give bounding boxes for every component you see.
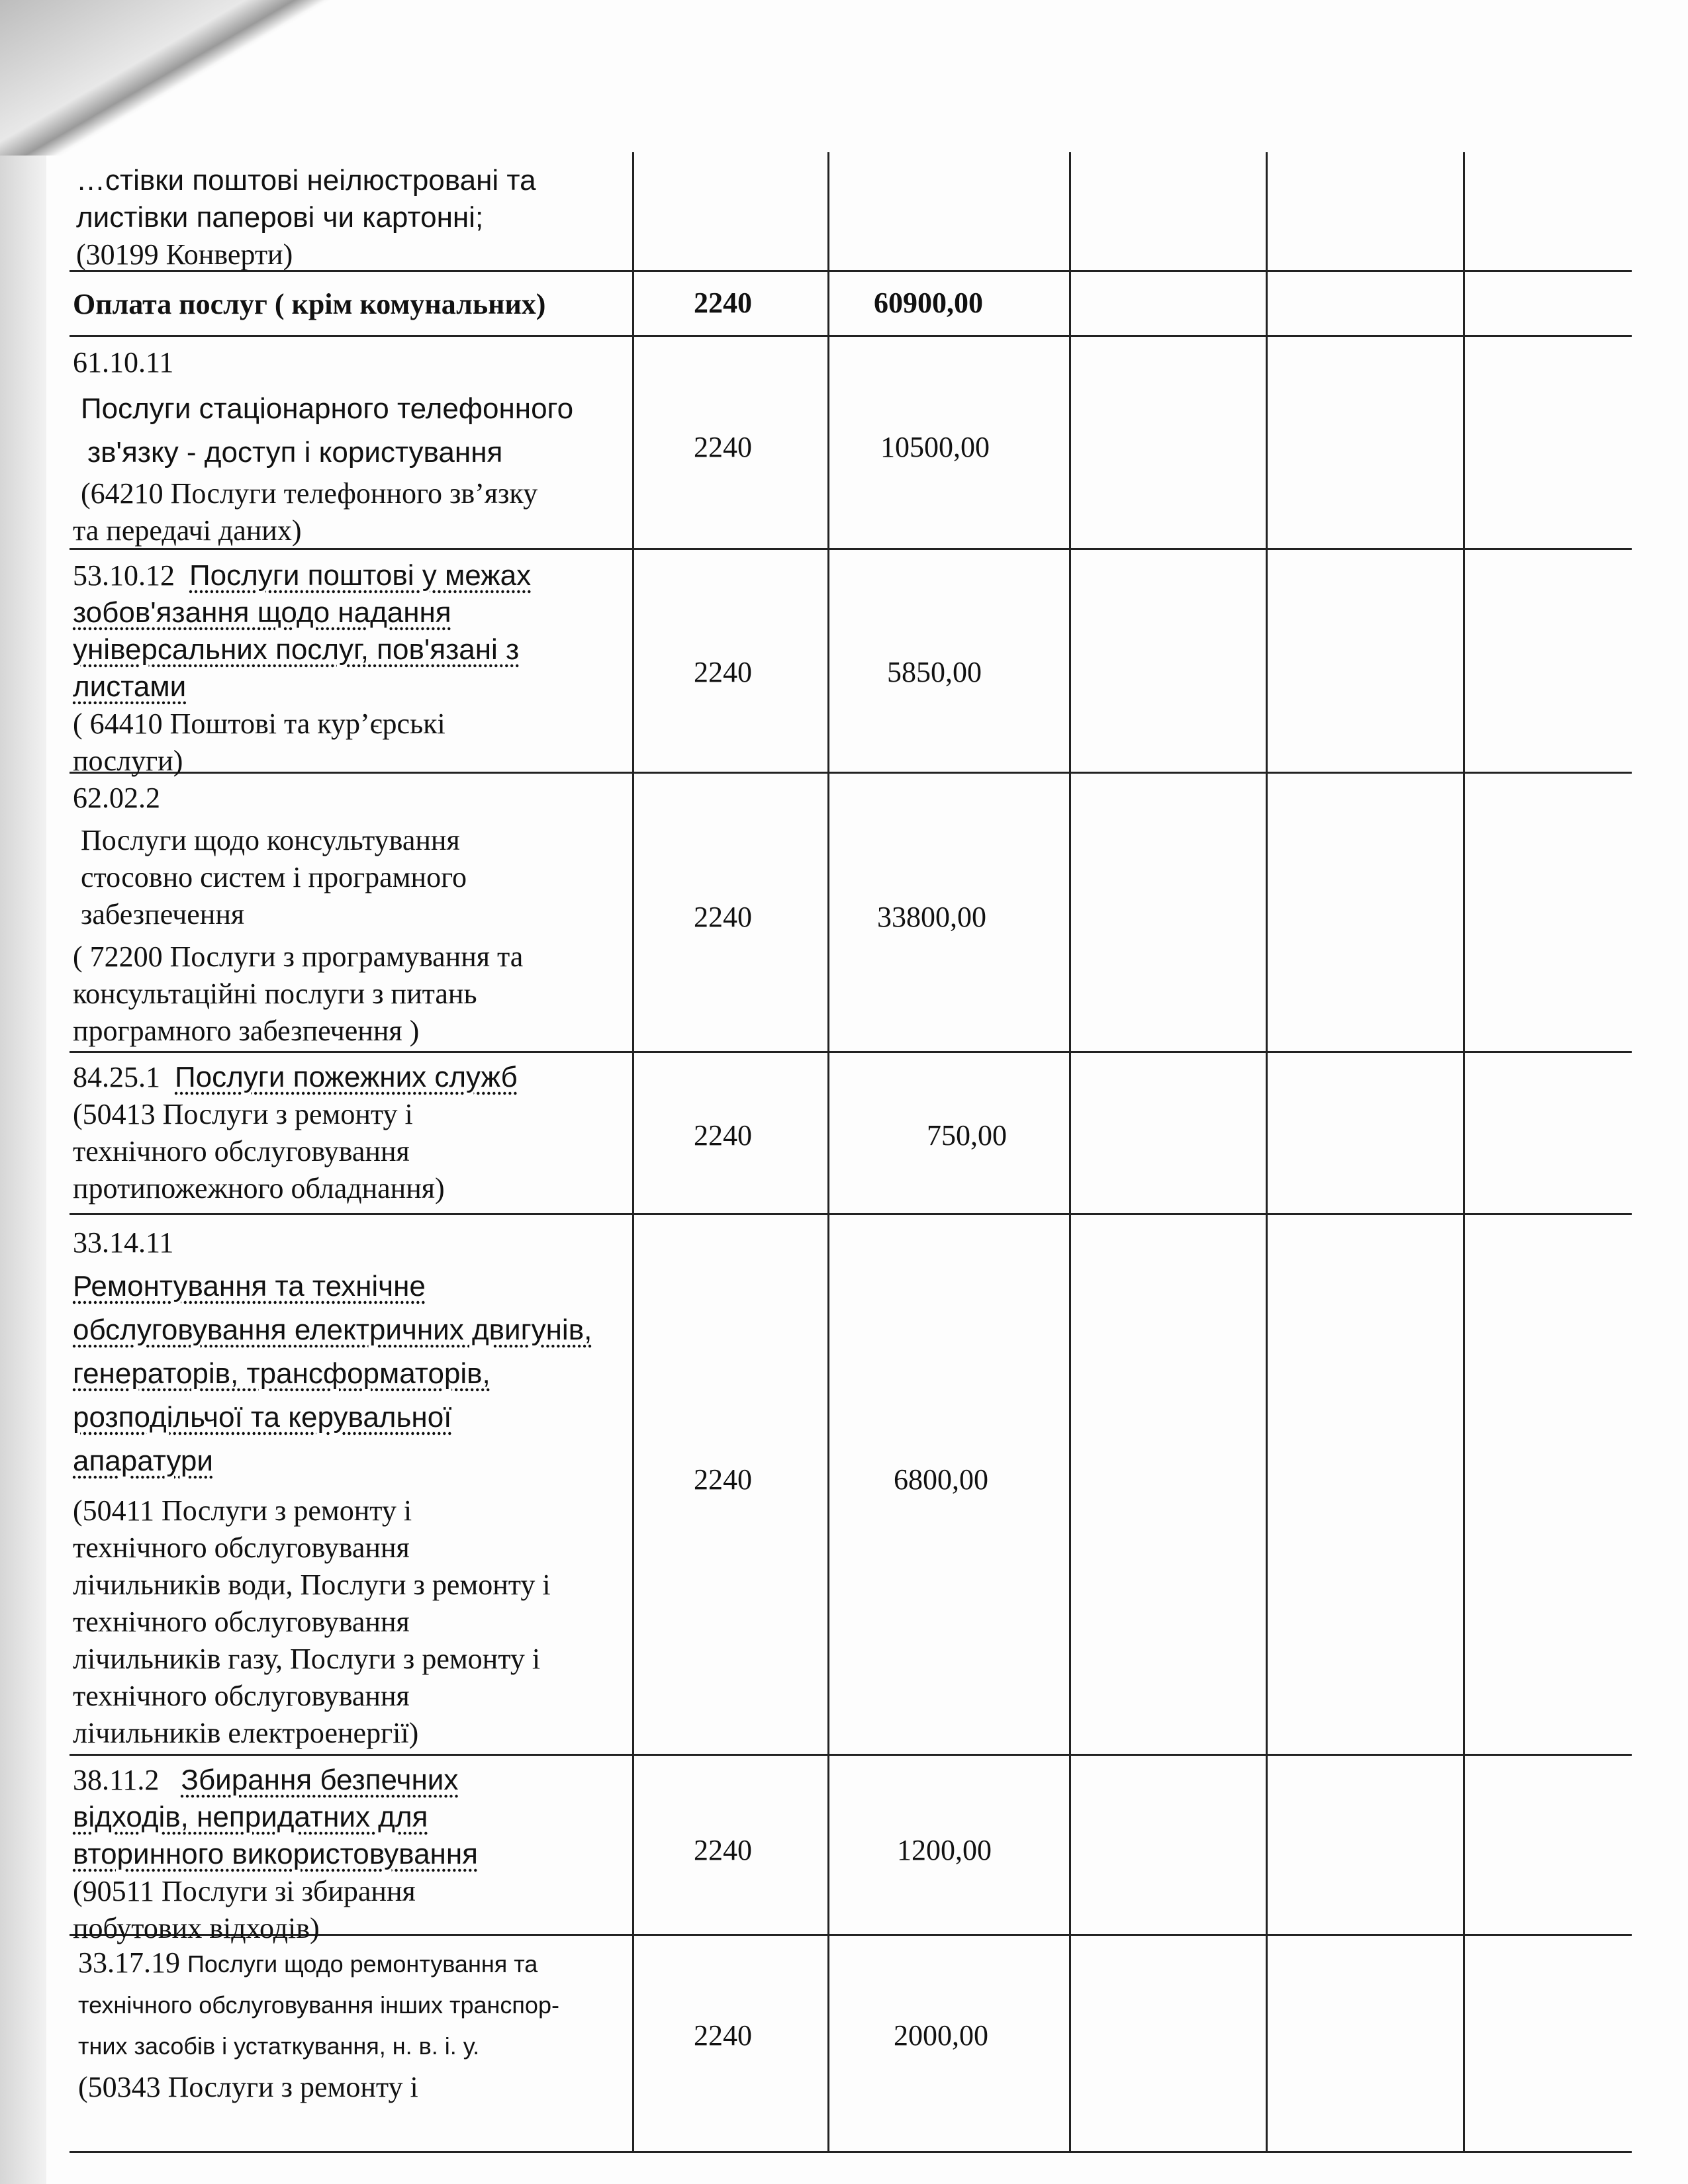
item-description: вторинного використовування	[73, 1838, 478, 1870]
amount: 2000,00	[894, 2019, 988, 2052]
item-code: 61.10.11	[73, 346, 174, 379]
item-description: відходів, непридатних для	[73, 1801, 428, 1833]
table-row	[76, 162, 536, 273]
item-note: послуги)	[73, 745, 183, 777]
item-code: 62.02.2	[73, 782, 160, 814]
item-note: (50411 Послуги з ремонту і	[73, 1494, 412, 1527]
item-description: універсальних послуг, пов'язані з	[73, 633, 520, 666]
item-description: тних засобів і устаткування, н. в. і. у.	[78, 2032, 480, 2060]
item-note: технічного обслуговування	[73, 1531, 410, 1564]
item-description: листами	[73, 670, 187, 703]
item-description: …стівки поштові неілюстровані та	[76, 164, 536, 197]
item-description: розподільчої та керувальної	[73, 1401, 452, 1433]
column-divider	[1069, 152, 1071, 2152]
item-note: технічного обслуговування	[73, 1680, 410, 1712]
table-row	[73, 557, 531, 780]
amount: 6800,00	[894, 1463, 988, 1496]
table-row	[73, 1059, 518, 1207]
item-description: зобов'язання щодо надання	[73, 596, 451, 629]
item-note: (64210 Послуги телефонного зв’язку	[81, 477, 538, 510]
item-description: листівки паперові чи картонні;	[76, 201, 484, 234]
item-code: 84.25.1	[73, 1061, 160, 1093]
table-row	[73, 780, 523, 1050]
item-description: Послуги щодо консультування	[81, 824, 460, 856]
item-description: обслуговування електричних двигунів,	[73, 1314, 592, 1346]
item-note: лічильників електроенергії)	[73, 1717, 419, 1749]
table-row	[73, 344, 573, 549]
kekv-code: 2240	[694, 1463, 752, 1496]
item-description: стосовно систем і програмного	[81, 861, 467, 893]
amount: 1200,00	[897, 1834, 992, 1866]
scan-left-edge	[0, 0, 46, 2184]
item-description: Послуги щодо ремонтування та	[187, 1950, 538, 1978]
item-description: забезпечення	[81, 898, 245, 931]
kekv-code: 2240	[694, 2019, 752, 2052]
item-note: побутових відходів)	[73, 1912, 320, 1944]
item-code: 53.10.12	[73, 559, 175, 592]
item-note: (50413 Послуги з ремонту і	[73, 1098, 413, 1130]
row-divider	[70, 335, 1632, 337]
row-divider	[70, 1213, 1632, 1215]
item-note: (50343 Послуги з ремонту і	[78, 2071, 418, 2103]
kekv-code: 2240	[694, 656, 752, 688]
amount: 10500,00	[880, 431, 990, 463]
item-description: Збирання безпечних	[181, 1764, 459, 1796]
item-description: технічного обслуговування інших транспор-	[78, 1991, 559, 2019]
kekv-code: 2240	[694, 1119, 752, 1152]
amount: 60900,00	[874, 287, 983, 319]
item-note: консультаційні послуги з питань	[73, 978, 477, 1010]
page-curl	[0, 0, 344, 156]
amount: 33800,00	[877, 901, 986, 933]
item-description: апаратури	[73, 1445, 213, 1477]
kekv-code: 2240	[694, 287, 752, 319]
table-row	[73, 1762, 478, 1947]
row-divider	[70, 1754, 1632, 1756]
item-note: та передачі даних)	[73, 514, 302, 547]
item-note: протипожежного обладнання)	[73, 1172, 445, 1205]
row-divider	[70, 1051, 1632, 1053]
row-divider	[70, 2151, 1632, 2153]
item-note: технічного обслуговування	[73, 1606, 410, 1638]
item-description: Ремонтування та технічне	[73, 1270, 426, 1302]
item-note: ( 64410 Поштові та кур’єрські	[73, 707, 445, 740]
item-note: (30199 Конверти)	[76, 238, 293, 271]
item-note: ( 72200 Послуги з програмування та	[73, 940, 524, 973]
kekv-code: 2240	[694, 431, 752, 463]
kekv-code: 2240	[694, 1834, 752, 1866]
kekv-code: 2240	[694, 901, 752, 933]
section-title: Оплата послуг ( крім комунальних)	[73, 288, 546, 320]
table-row	[78, 1942, 559, 2108]
item-note: лічильників води, Послуги з ремонту і	[73, 1569, 551, 1601]
amount: 750,00	[927, 1119, 1007, 1152]
item-note: лічильників газу, Послуги з ремонту і	[73, 1643, 541, 1675]
column-divider	[1463, 152, 1465, 2152]
item-description: Послуги стаціонарного телефонного	[81, 392, 574, 425]
column-divider	[632, 152, 634, 2152]
item-description: зв'язку - доступ і користування	[87, 436, 503, 469]
column-divider	[1266, 152, 1268, 2152]
column-divider	[827, 152, 829, 2152]
table-row	[73, 1221, 592, 1752]
item-description: генераторів, трансформаторів,	[73, 1357, 491, 1390]
item-note: програмного забезпечення )	[73, 1015, 420, 1047]
item-note: (90511 Послуги зі збирання	[73, 1875, 416, 1907]
item-code: 33.14.11	[73, 1226, 174, 1259]
item-note: технічного обслуговування	[73, 1135, 410, 1167]
item-description: Послуги пожежних служб	[175, 1061, 518, 1093]
amount: 5850,00	[887, 656, 982, 688]
item-code: 38.11.2	[73, 1764, 160, 1796]
item-code: 33.17.19	[78, 1946, 180, 1979]
item-description: Послуги поштові у межах	[189, 559, 532, 592]
